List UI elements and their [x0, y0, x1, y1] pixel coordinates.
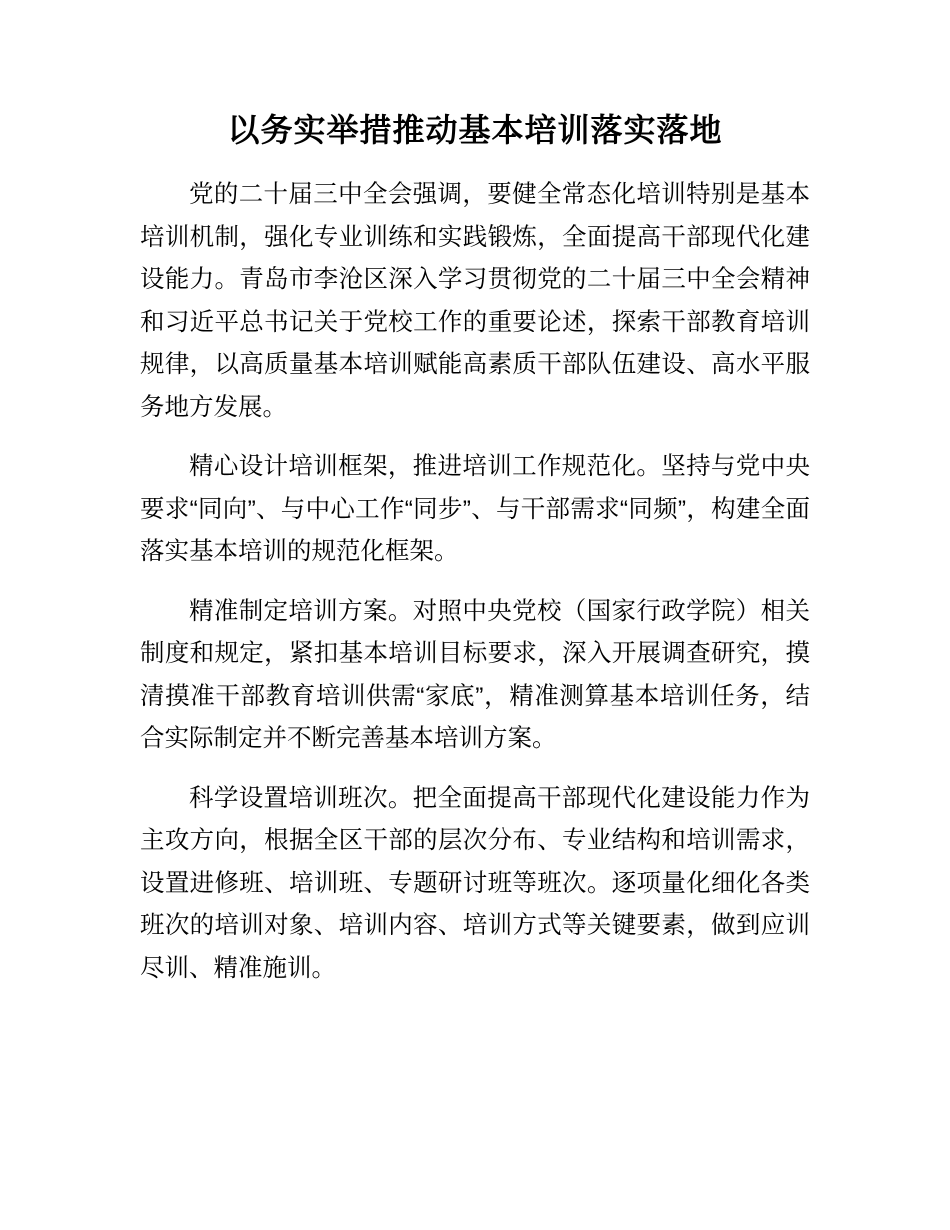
- document-title: 以务实举措推动基本培训落实落地: [227, 112, 723, 148]
- paragraph-training-classes: 科学设置培训班次。把全面提高干部现代化建设能力作为主攻方向，根据全区干部的层次分布、专业结构和培训需求，设置进修班、培训班、专题研讨班等班次。逐项量化细化各类班次的培训对象、培训内容、培训方式等关键要素，做到应训尽训、精准施训。: [140, 784, 810, 982]
- paragraph-intro: 党的二十届三中全会强调，要健全常态化培训特别是基本培训机制，强化专业训练和实践锻炼，全面提高干部现代化建设能力。青岛市李沧区深入学习贯彻党的二十届三中全会精神和习近平总书记关于党校工作的重要论述，探索干部教育培训规律，以高质量基本培训赋能高素质干部队伍建设、高水平服务地方发展。: [140, 181, 810, 421]
- paragraph-training-plan: 精准制定培训方案。对照中央党校（国家行政学院）相关制度和规定，紧扣基本培训目标要求，深入开展调查研究，摸清摸准干部教育培训供需“家底”，精准测算基本培训任务，结合实际制定并不断完善基本培训方案。: [140, 597, 810, 752]
- document-body: [140, 174, 810, 990]
- paragraph-training-framework: 精心设计培训框架，推进培训工作规范化。坚持与党中央要求“同向”、与中心工作“同步”、与干部需求“同频”，构建全面落实基本培训的规范化框架。: [140, 453, 810, 565]
